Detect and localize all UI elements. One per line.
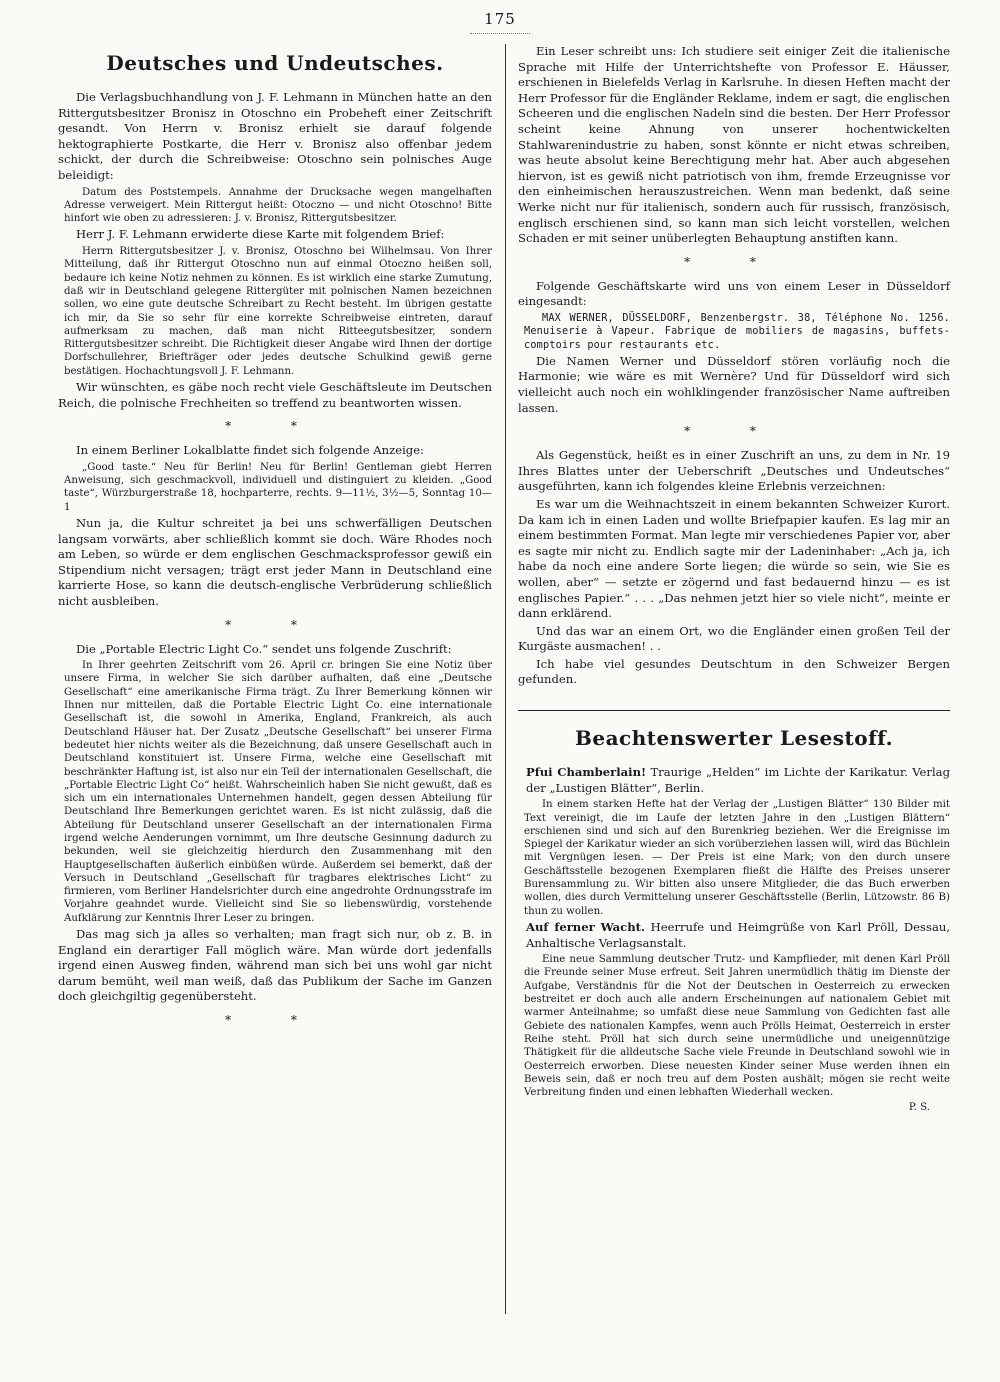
left-column [58,44,492,1037]
section-rule [518,710,950,711]
paragraph: Nun ja, die Kultur schreitet ja bei uns schwerfälligen Deutschen langsam vorwärts, aber schließlich kommt sie doch. Wäre Rhodes noch am Leben, so würde er dem englischen Geschmacksprofessor gewiß ein Stipendium nicht versagen; trägt erst jeder Mann in Deutschland eine karrierte Hose, so kann die deutsch-englische Verbrüderung schließlich nicht ausbleiben. [58,515,492,608]
paragraph: Das mag sich ja alles so verhalten; man fragt sich nur, ob z. B. in England ein derartiger Fall möglich wäre. Man würde dort jedenfalls irgend einen Ausweg finden, während man sich bei uns wohl gar nicht darum bemüht, weil man weiß, daß das Publikum der Sache im Ganzen doch gleichgiltig gegenübersteht. [58,927,492,1004]
section-separator: * * [225,1013,325,1028]
section-separator: * * [684,424,784,439]
review-heading [526,765,950,796]
quoted-postcard: Datum des Poststempels. Annahme der Drucksache wegen mangelhaften Adresse verweigert. Mein Rittergut heißt: Otoczno — und nicht Otoschno! Bitte hinfort wie oben zu adressieren: J. v. Bronisz, Rittergutsbesitzer. [64,186,492,225]
paragraph: Es war um die Weihnachtszeit in einem bekannten Schweizer Kurort. Da kam ich in einen Laden und wollte Briefpapier kaufen. Es lag mir an einem bestimmten Format. Man legte mir verschiedenes Papier vor, aber es sagte mir nicht zu. Endlich sagte mir der Ladeninhaber: „Ach ja, ich habe da noch eine andere Sorte liegen; die würde so sein, wie Sie es wollen, aber“ — setzte er zögernd und fast bedauernd hinzu — es ist englisches Papier.“ . . . „Das nehmen jetzt hier so viele nicht“, meinte er dann erklärend. [518,496,950,621]
page-number-rule [470,33,530,34]
paragraph: Folgende Geschäftskarte wird uns von einem Leser in Düsseldorf eingesandt: [518,278,950,309]
review-title: Pfui Chamberlain! [526,765,647,780]
section-title: Beachtenswerter Lesestoff. [574,726,894,751]
paragraph: Als Gegenstück, heißt es in einer Zuschrift an uns, zu dem in Nr. 19 Ihres Blattes unter der Ueberschrift „Deutsches und Undeutsches“ ausgeführten, kann ich folgendes kleine Erlebnis verzeichnen: [518,448,950,494]
review-body: In einem starken Hefte hat der Verlag der „Lustigen Blätter“ 130 Bilder mit Text vereinigt, die im Laufe der letzten Jahre in den „Lustigen Blättern“ erschienen sind und sich auf den Burenkrieg beziehen. Wer die Ereignisse im Spiegel der Karikatur wieder an sich vorüberziehen lassen will, wird das Büchlein mit Vergnügen lesen. — Der Preis ist eine Mark; von den durch unsere Geschäftsstelle bezogenen Exemplaren fließt die Hälfte des Preises unserer Burensammlung zu. Wir bitten also unsere Mitglieder, die das Buch erwerben wollen, dies durch Vermittelung unserer Geschäftsstelle (Berlin, Lützowstr. 86 B) thun zu wollen. [524,799,950,917]
section-separator: * * [684,254,784,269]
quoted-letter: In Ihrer geehrten Zeitschrift vom 26. April cr. bringen Sie eine Notiz über unsere Firma, in welcher Sie sich darüber aufhalten, daß eine „Deutsche Gesellschaft“ eine amerikanische Firma trägt. Zu Ihrer Bemerkung können wir Ihnen nur mitteilen, daß die Portable Electric Light Co. eine internationale Gesellschaft ist, die sowohl in Amerika, England, Frankreich, als auch Deutschland Häuser hat. Der Zusatz „Deutsche Gesellschaft“ bei unserer Firma bedeutet hier nichts weiter als die Bezeichnung, daß unsere Gesellschaft auch in Deutschland konstituiert ist. Unsere Firma, welche eine Gesellschaft mit beschränkter Haftung ist, ist also nur ein Teil der internationalen Gesellschaft, die „Portable Electric Light Co“ heißt. Wahrscheinlich haben Sie nicht gewußt, daß es sich um ein internationales Unternehmen handelt, gegen dessen Abteilung für Deutschland Ihre Bemerkungen gerichtet waren. Es ist nicht zulässig, daß die Abteilung für Deutschland unserer Gesellschaft an der internationalen Firma irgend welche Aenderungen vornimmt, um Ihre deutsche Gesinnung dadurch zu bekunden, weil sie gleichzeitig hierdurch den Zusammenhang mit den Hauptgesellschaften äußerlich einbüßen würde. Außerdem sei bemerkt, daß der Versuch in Deutschland „Gesellschaft für tragbares elektrisches Licht“ zu firmieren, vom Berliner Handelsrichter durch eine angedrohte Ordnungsstrafe im Vorjahre geahndet wurde. Vielleicht sind Sie so liebenswürdig, vorstehende Aufklärung zur Kenntnis Ihrer Leser zu bringen. [64,660,492,924]
column-divider [505,44,506,1314]
paragraph: Die Verlagsbuchhandlung von J. F. Lehmann in München hatte an den Rittergutsbesitzer Bronisz in Otoschno ein Probeheft einer Zeitschrift gesandt. Von Herrn v. Bronisz erhielt sie darauf folgende hektographierte Postkarte, die Herr v. Bronisz also offenbar jedem schickt, der durch die Schreibweise: Otoschno sein polnisches Auge beleidigt: [58,90,492,182]
review-body: Eine neue Sammlung deutscher Trutz- und Kampflieder, mit denen Karl Pröll die Freunde seiner Muse erfreut. Seit Jahren unermüdlich thätig im Dienste der Aufgabe, Verständnis für die Not der Deutschen in Oesterreich zu erwecken bestreitet er doch auch alle andern Erscheinungen auf nationalem Gebiet mit warmer Anteilnahme; so umfaßt diese neue Sammlung von Gedichten fast alle Gebiete des nationalen Kampfes, wenn auch Prölls Heimat, Oesterreich in erster Reihe steht. Pröll hat sich durch seine unermüdliche und uneigennützige Thätigkeit für die alldeutsche Sache viele Freunde in Deutschland sowohl wie in Oesterreich erworben. Diese neuesten Kinder seiner Muse werden ihnen ein Beweis sein, daß er noch treu auf dem Posten aushält; mögen sie recht weite Verbreitung finden und einen lebhaften Wiederhall wecken. [524,954,950,1099]
paragraph: Wir wünschten, es gäbe noch recht viele Geschäftsleute im Deutschen Reich, die polnische Frechheiten so treffend zu beantworten wissen. [58,380,492,410]
review-title: Auf ferner Wacht. [526,919,646,934]
quoted-letter: Herrn Rittergutsbesitzer J. v. Bronisz, Otoschno bei Wilhelmsau. Von Ihrer Mitteilung, daß ihr Rittergut Otoschno nun auf einmal Otoczno heißen soll, bedaure ich keine Notiz nehmen zu können. Es ist wirklich eine starke Zumutung, daß wir in Deutschland gelegene Rittergüter mit polnischen Namen bezeichnen sollen, wo eine gute deutsche Schreibart zu Recht besteht. Im übrigen gestatte ich mir, da Sie so sehr für eine korrekte Schreibweise eintreten, darauf aufmerksam zu machen, daß man nicht Ritteegutsbesitzer, sondern Rittergutsbesitzer schreibt. Die Richtigkeit dieser Angabe wird Ihnen der dortige Dorfschullehrer, Briefträger oder jedes deutsche Schulkind gewiß gerne bestätigen. Hochachtungsvoll J. F. Lehmann. [64,246,492,377]
review-subtitle: Heerrufe und Heimgrüße von Karl Pröll, Dessau, Anhaltische Verlagsanstalt. [526,919,951,950]
paragraph: Und das war an einem Ort, wo die Engländer einen großen Teil der Kurgäste ausmachen! . . [518,623,950,654]
paragraph: Die „Portable Electric Light Co.“ sendet uns folgende Zuschrift: [76,641,452,656]
right-column [518,44,950,1117]
section-separator: * * [225,419,325,434]
quoted-advert: „Good taste.“ Neu für Berlin! Neu für Berlin! Gentleman giebt Herren Anweisung, sich geschmackvoll, individuell und distinguiert zu kleiden. „Good taste“, Würzburgerstraße 18, hochparterre, rechts. 9—11½, 3½—5, Sonntag 10—1 [64,461,492,513]
quoted-business-card: MAX WERNER, DÜSSELDORF, Benzenbergstr. 38, Téléphone No. 1256. Menuiserie à Vapeur. Fabrique de mobiliers de magasins, buffets-comptoirs pour restaurants etc. [524,312,950,351]
review-subtitle: Traurige „Helden“ im Lichte der Karikatur. Verlag der „Lustigen Blätter“, Berlin. [526,765,950,795]
paragraph: Ein Leser schreibt uns: Ich studiere seit einiger Zeit die italienische Sprache mit Hilfe der Unterrichtshefte von Professor E. Häusser, erschienen in Bielefelds Verlag in Karlsruhe. In diesen Heften macht der Herr Professor für die Engländer Reklame, indem er sagt, die englischen Scheeren und die englischen Nadeln sind die besten. Der Herr Professor scheint keine Ahnung von unserer hochentwickelten Stahlwarenindustrie zu haben, sonst könnte er nicht etwas schreiben, was heute absolut keine Berechtigung mehr hat. Aber auch abgesehen hiervon, ist es gewiß nicht patriotisch von ihm, fremde Erzeugnisse vor den einheimischen herauszustreichen. Wenn man bedenkt, daß seine Werke nicht nur für italienisch, sondern auch für russisch, französisch, englisch erschienen sind, so kann man sich leicht vorstellen, welchen Schaden er mit seiner unüberlegten Behauptung anstiften kann. [518,44,950,246]
paragraph: Herr J. F. Lehmann erwiderte diese Karte mit folgendem Brief: [76,227,445,242]
paragraph: Die Namen Werner und Düsseldorf stören vorläufig noch die Harmonie; wie wäre es mit Wernère? Und für Düsseldorf wird sich vielleicht auch noch ein wohlklingender französischer Name auftreiben lassen. [518,353,950,415]
signature: P. S. [908,1102,930,1114]
page-number: 175 [484,10,516,28]
section-separator: * * [225,617,325,632]
review-heading [526,920,950,951]
paragraph: Ich habe viel gesundes Deutschtum in den Schweizer Bergen gefunden. [518,656,950,687]
article-title: Deutsches und Undeutsches. [106,51,444,75]
paragraph: In einem Berliner Lokalblatte findet sich folgende Anzeige: [76,443,424,458]
